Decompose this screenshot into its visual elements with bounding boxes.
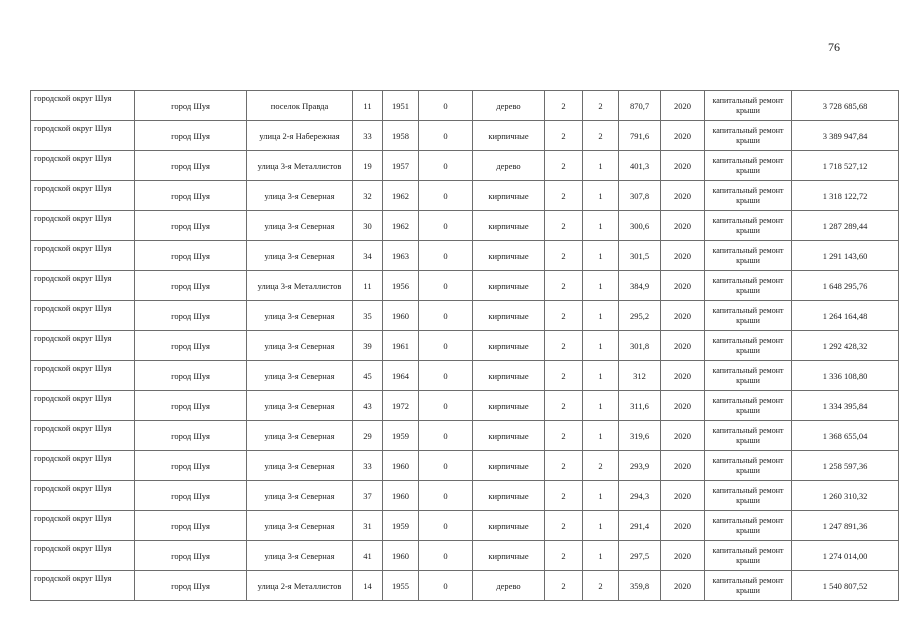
- col6-cell: 0: [419, 271, 473, 301]
- cost-cell: 3 728 685,68: [792, 91, 899, 121]
- col6-cell: 0: [419, 511, 473, 541]
- table-row: [31, 121, 899, 151]
- floors-cell: 2: [545, 151, 583, 181]
- table-row: [31, 511, 899, 541]
- street-cell: улица 3-я Северная: [247, 211, 353, 241]
- municipality-cell: городской округ Шуя: [31, 331, 135, 361]
- table-row: [31, 91, 899, 121]
- floors-cell: 2: [545, 481, 583, 511]
- year-cell: 2020: [661, 511, 705, 541]
- municipality-cell: городской округ Шуя: [31, 211, 135, 241]
- area-cell: 293,9: [619, 451, 661, 481]
- year-cell: 2020: [661, 451, 705, 481]
- entrances-cell: 1: [583, 421, 619, 451]
- work-type-cell: капитальный ремонт крыши: [705, 241, 792, 271]
- year-cell: 2020: [661, 271, 705, 301]
- col6-cell: 0: [419, 451, 473, 481]
- municipality-cell: городской округ Шуя: [31, 121, 135, 151]
- col6-cell: 0: [419, 241, 473, 271]
- table-row: [31, 331, 899, 361]
- table-row: [31, 361, 899, 391]
- work-type-cell: капитальный ремонт крыши: [705, 121, 792, 151]
- settlement-cell: город Шуя: [135, 301, 247, 331]
- municipality-cell: городской округ Шуя: [31, 91, 135, 121]
- street-cell: улица 3-я Металлистов: [247, 271, 353, 301]
- municipality-cell: городской округ Шуя: [31, 241, 135, 271]
- work-type-cell: капитальный ремонт крыши: [705, 511, 792, 541]
- cost-cell: 1 287 289,44: [792, 211, 899, 241]
- year-cell: 2020: [661, 541, 705, 571]
- year-cell: 2020: [661, 571, 705, 601]
- house-number-cell: 34: [353, 241, 383, 271]
- work-type-cell: капитальный ремонт крыши: [705, 181, 792, 211]
- year-built-cell: 1960: [383, 451, 419, 481]
- year-built-cell: 1962: [383, 211, 419, 241]
- year-built-cell: 1956: [383, 271, 419, 301]
- house-number-cell: 37: [353, 481, 383, 511]
- year-cell: 2020: [661, 121, 705, 151]
- floors-cell: 2: [545, 91, 583, 121]
- cost-cell: 1 368 655,04: [792, 421, 899, 451]
- col6-cell: 0: [419, 211, 473, 241]
- area-cell: 791,6: [619, 121, 661, 151]
- settlement-cell: город Шуя: [135, 481, 247, 511]
- municipality-cell: городской округ Шуя: [31, 301, 135, 331]
- street-cell: улица 3-я Северная: [247, 481, 353, 511]
- municipality-cell: городской округ Шуя: [31, 481, 135, 511]
- entrances-cell: 1: [583, 391, 619, 421]
- wall-material-cell: дерево: [473, 91, 545, 121]
- col6-cell: 0: [419, 391, 473, 421]
- floors-cell: 2: [545, 511, 583, 541]
- settlement-cell: город Шуя: [135, 571, 247, 601]
- cost-cell: 1 264 164,48: [792, 301, 899, 331]
- floors-cell: 2: [545, 181, 583, 211]
- area-cell: 295,2: [619, 301, 661, 331]
- street-cell: улица 2-я Набережная: [247, 121, 353, 151]
- cost-cell: 1 334 395,84: [792, 391, 899, 421]
- year-built-cell: 1957: [383, 151, 419, 181]
- year-built-cell: 1960: [383, 481, 419, 511]
- area-cell: 297,5: [619, 541, 661, 571]
- house-number-cell: 33: [353, 121, 383, 151]
- settlement-cell: город Шуя: [135, 211, 247, 241]
- settlement-cell: город Шуя: [135, 331, 247, 361]
- year-cell: 2020: [661, 181, 705, 211]
- year-built-cell: 1955: [383, 571, 419, 601]
- settlement-cell: город Шуя: [135, 451, 247, 481]
- wall-material-cell: дерево: [473, 151, 545, 181]
- area-cell: 301,5: [619, 241, 661, 271]
- house-number-cell: 39: [353, 331, 383, 361]
- year-built-cell: 1959: [383, 511, 419, 541]
- table-row: [31, 271, 899, 301]
- area-cell: 301,8: [619, 331, 661, 361]
- wall-material-cell: кирпичные: [473, 511, 545, 541]
- area-cell: 870,7: [619, 91, 661, 121]
- municipality-cell: городской округ Шуя: [31, 451, 135, 481]
- street-cell: улица 3-я Северная: [247, 331, 353, 361]
- area-cell: 294,3: [619, 481, 661, 511]
- cost-cell: 1 258 597,36: [792, 451, 899, 481]
- table-row: [31, 151, 899, 181]
- area-cell: 300,6: [619, 211, 661, 241]
- cost-cell: 1 318 122,72: [792, 181, 899, 211]
- cost-cell: 1 540 807,52: [792, 571, 899, 601]
- col6-cell: 0: [419, 301, 473, 331]
- year-cell: 2020: [661, 331, 705, 361]
- year-cell: 2020: [661, 241, 705, 271]
- floors-cell: 2: [545, 331, 583, 361]
- year-built-cell: 1972: [383, 391, 419, 421]
- street-cell: улица 3-я Северная: [247, 391, 353, 421]
- street-cell: улица 3-я Северная: [247, 361, 353, 391]
- municipality-cell: городской округ Шуя: [31, 421, 135, 451]
- floors-cell: 2: [545, 211, 583, 241]
- year-cell: 2020: [661, 151, 705, 181]
- street-cell: улица 3-я Северная: [247, 541, 353, 571]
- house-number-cell: 33: [353, 451, 383, 481]
- area-cell: 312: [619, 361, 661, 391]
- work-type-cell: капитальный ремонт крыши: [705, 271, 792, 301]
- wall-material-cell: кирпичные: [473, 121, 545, 151]
- house-number-cell: 45: [353, 361, 383, 391]
- entrances-cell: 1: [583, 301, 619, 331]
- area-cell: 359,8: [619, 571, 661, 601]
- table-row: [31, 571, 899, 601]
- area-cell: 291,4: [619, 511, 661, 541]
- entrances-cell: 1: [583, 241, 619, 271]
- work-type-cell: капитальный ремонт крыши: [705, 301, 792, 331]
- table-row: [31, 181, 899, 211]
- wall-material-cell: кирпичные: [473, 181, 545, 211]
- floors-cell: 2: [545, 571, 583, 601]
- wall-material-cell: кирпичные: [473, 421, 545, 451]
- entrances-cell: 2: [583, 571, 619, 601]
- municipality-cell: городской округ Шуя: [31, 571, 135, 601]
- municipality-cell: городской округ Шуя: [31, 541, 135, 571]
- house-number-cell: 31: [353, 511, 383, 541]
- cost-cell: 1 274 014,00: [792, 541, 899, 571]
- year-cell: 2020: [661, 301, 705, 331]
- floors-cell: 2: [545, 361, 583, 391]
- street-cell: улица 2-я Металлистов: [247, 571, 353, 601]
- table-row: [31, 301, 899, 331]
- col6-cell: 0: [419, 481, 473, 511]
- year-built-cell: 1960: [383, 301, 419, 331]
- municipality-cell: городской округ Шуя: [31, 391, 135, 421]
- floors-cell: 2: [545, 301, 583, 331]
- cost-cell: 3 389 947,84: [792, 121, 899, 151]
- work-type-cell: капитальный ремонт крыши: [705, 151, 792, 181]
- wall-material-cell: кирпичные: [473, 481, 545, 511]
- work-type-cell: капитальный ремонт крыши: [705, 91, 792, 121]
- table-row: [31, 451, 899, 481]
- wall-material-cell: кирпичные: [473, 331, 545, 361]
- wall-material-cell: кирпичные: [473, 361, 545, 391]
- work-type-cell: капитальный ремонт крыши: [705, 541, 792, 571]
- street-cell: улица 3-я Северная: [247, 451, 353, 481]
- year-built-cell: 1959: [383, 421, 419, 451]
- cost-cell: 1 718 527,12: [792, 151, 899, 181]
- table-row: [31, 481, 899, 511]
- wall-material-cell: кирпичные: [473, 241, 545, 271]
- area-cell: 319,6: [619, 421, 661, 451]
- year-cell: 2020: [661, 391, 705, 421]
- year-built-cell: 1961: [383, 331, 419, 361]
- house-number-cell: 29: [353, 421, 383, 451]
- year-built-cell: 1964: [383, 361, 419, 391]
- wall-material-cell: дерево: [473, 571, 545, 601]
- entrances-cell: 1: [583, 361, 619, 391]
- year-built-cell: 1951: [383, 91, 419, 121]
- work-type-cell: капитальный ремонт крыши: [705, 331, 792, 361]
- settlement-cell: город Шуя: [135, 511, 247, 541]
- entrances-cell: 2: [583, 121, 619, 151]
- work-type-cell: капитальный ремонт крыши: [705, 481, 792, 511]
- entrances-cell: 1: [583, 511, 619, 541]
- page-number: 76: [828, 40, 840, 54]
- entrances-cell: 1: [583, 481, 619, 511]
- floors-cell: 2: [545, 451, 583, 481]
- entrances-cell: 2: [583, 451, 619, 481]
- year-cell: 2020: [661, 91, 705, 121]
- wall-material-cell: кирпичные: [473, 271, 545, 301]
- house-number-cell: 11: [353, 271, 383, 301]
- col6-cell: 0: [419, 421, 473, 451]
- cost-cell: 1 247 891,36: [792, 511, 899, 541]
- area-cell: 401,3: [619, 151, 661, 181]
- entrances-cell: 1: [583, 271, 619, 301]
- col6-cell: 0: [419, 571, 473, 601]
- table-body: [31, 91, 899, 601]
- wall-material-cell: кирпичные: [473, 301, 545, 331]
- entrances-cell: 1: [583, 211, 619, 241]
- floors-cell: 2: [545, 391, 583, 421]
- cost-cell: 1 291 143,60: [792, 241, 899, 271]
- col6-cell: 0: [419, 541, 473, 571]
- col6-cell: 0: [419, 151, 473, 181]
- municipality-cell: городской округ Шуя: [31, 361, 135, 391]
- floors-cell: 2: [545, 541, 583, 571]
- entrances-cell: 1: [583, 181, 619, 211]
- street-cell: поселок Правда: [247, 91, 353, 121]
- street-cell: улица 3-я Северная: [247, 301, 353, 331]
- municipality-cell: городской округ Шуя: [31, 271, 135, 301]
- cost-cell: 1 260 310,32: [792, 481, 899, 511]
- table-row: [31, 541, 899, 571]
- cost-cell: 1 648 295,76: [792, 271, 899, 301]
- year-cell: 2020: [661, 361, 705, 391]
- settlement-cell: город Шуя: [135, 91, 247, 121]
- wall-material-cell: кирпичные: [473, 451, 545, 481]
- municipality-cell: городской округ Шуя: [31, 511, 135, 541]
- work-type-cell: капитальный ремонт крыши: [705, 451, 792, 481]
- settlement-cell: город Шуя: [135, 241, 247, 271]
- housing-repair-table: [30, 90, 899, 601]
- entrances-cell: 1: [583, 151, 619, 181]
- house-number-cell: 30: [353, 211, 383, 241]
- wall-material-cell: кирпичные: [473, 541, 545, 571]
- area-cell: 307,8: [619, 181, 661, 211]
- year-cell: 2020: [661, 211, 705, 241]
- year-built-cell: 1962: [383, 181, 419, 211]
- house-number-cell: 19: [353, 151, 383, 181]
- col6-cell: 0: [419, 331, 473, 361]
- floors-cell: 2: [545, 121, 583, 151]
- table-row: [31, 241, 899, 271]
- floors-cell: 2: [545, 271, 583, 301]
- area-cell: 384,9: [619, 271, 661, 301]
- settlement-cell: город Шуя: [135, 391, 247, 421]
- table-row: [31, 421, 899, 451]
- house-number-cell: 35: [353, 301, 383, 331]
- street-cell: улица 3-я Северная: [247, 511, 353, 541]
- col6-cell: 0: [419, 121, 473, 151]
- settlement-cell: город Шуя: [135, 541, 247, 571]
- area-cell: 311,6: [619, 391, 661, 421]
- wall-material-cell: кирпичные: [473, 211, 545, 241]
- settlement-cell: город Шуя: [135, 271, 247, 301]
- settlement-cell: город Шуя: [135, 181, 247, 211]
- col6-cell: 0: [419, 361, 473, 391]
- floors-cell: 2: [545, 421, 583, 451]
- street-cell: улица 3-я Металлистов: [247, 151, 353, 181]
- work-type-cell: капитальный ремонт крыши: [705, 391, 792, 421]
- settlement-cell: город Шуя: [135, 151, 247, 181]
- cost-cell: 1 336 108,80: [792, 361, 899, 391]
- floors-cell: 2: [545, 241, 583, 271]
- entrances-cell: 2: [583, 91, 619, 121]
- cost-cell: 1 292 428,32: [792, 331, 899, 361]
- entrances-cell: 1: [583, 541, 619, 571]
- wall-material-cell: кирпичные: [473, 391, 545, 421]
- year-built-cell: 1960: [383, 541, 419, 571]
- year-built-cell: 1958: [383, 121, 419, 151]
- work-type-cell: капитальный ремонт крыши: [705, 361, 792, 391]
- year-built-cell: 1963: [383, 241, 419, 271]
- house-number-cell: 41: [353, 541, 383, 571]
- street-cell: улица 3-я Северная: [247, 241, 353, 271]
- house-number-cell: 32: [353, 181, 383, 211]
- settlement-cell: город Шуя: [135, 421, 247, 451]
- house-number-cell: 11: [353, 91, 383, 121]
- year-cell: 2020: [661, 481, 705, 511]
- work-type-cell: капитальный ремонт крыши: [705, 571, 792, 601]
- work-type-cell: капитальный ремонт крыши: [705, 421, 792, 451]
- house-number-cell: 43: [353, 391, 383, 421]
- house-number-cell: 14: [353, 571, 383, 601]
- table-row: [31, 391, 899, 421]
- table-row: [31, 211, 899, 241]
- municipality-cell: городской округ Шуя: [31, 181, 135, 211]
- col6-cell: 0: [419, 181, 473, 211]
- entrances-cell: 1: [583, 331, 619, 361]
- settlement-cell: город Шуя: [135, 361, 247, 391]
- work-type-cell: капитальный ремонт крыши: [705, 211, 792, 241]
- municipality-cell: городской округ Шуя: [31, 151, 135, 181]
- street-cell: улица 3-я Северная: [247, 421, 353, 451]
- col6-cell: 0: [419, 91, 473, 121]
- year-cell: 2020: [661, 421, 705, 451]
- street-cell: улица 3-я Северная: [247, 181, 353, 211]
- settlement-cell: город Шуя: [135, 121, 247, 151]
